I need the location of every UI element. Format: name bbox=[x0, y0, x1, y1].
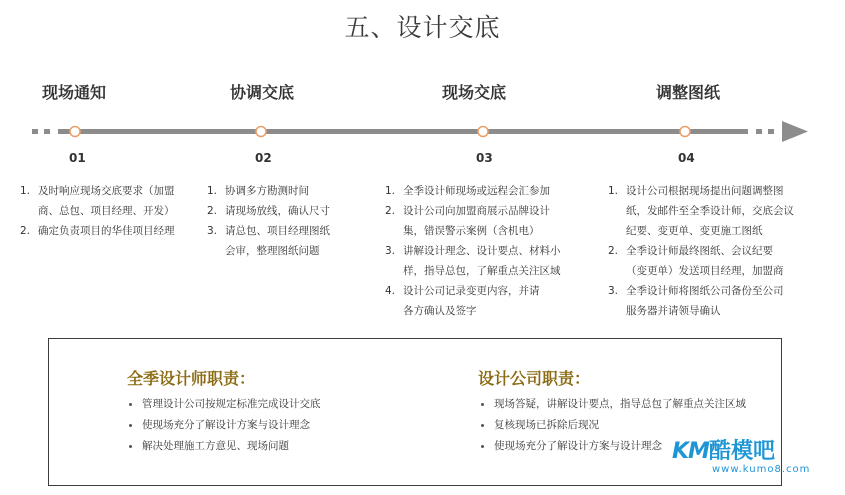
step-item-number: 1. bbox=[385, 185, 396, 197]
step-item-line: 讲解设计理念、设计要点、材料小 bbox=[403, 245, 561, 257]
step-4-title: 调整图纸 bbox=[656, 83, 721, 102]
step-item-number: 1. bbox=[608, 185, 619, 197]
page-title: 五、设计交底 bbox=[344, 13, 501, 42]
logo-km: KM bbox=[672, 439, 709, 464]
timeline-bar bbox=[58, 129, 748, 134]
step-item-number: 3. bbox=[207, 225, 218, 237]
step-item bbox=[606, 181, 794, 241]
duty-item: 使现场充分了解设计方案与设计理念 bbox=[128, 415, 321, 436]
duty-item: 现场答疑，讲解设计要点，指导总包了解重点关注区域 bbox=[480, 394, 746, 415]
step-3-list bbox=[383, 181, 561, 321]
step-item-line: （变更单）发送项目经理，加盟商 bbox=[626, 265, 784, 277]
timeline-node-4 bbox=[680, 127, 690, 137]
step-item bbox=[205, 181, 330, 201]
step-item bbox=[18, 221, 175, 241]
step-item-number: 3. bbox=[385, 245, 396, 257]
step-item-line: 会审，整理图纸问题 bbox=[225, 245, 320, 257]
step-item-line: 设计公司向加盟商展示品牌设计 bbox=[403, 205, 550, 217]
step-item-line: 全季设计师现场或远程会汇参加 bbox=[403, 185, 550, 197]
step-item-number: 3. bbox=[608, 285, 619, 297]
step-4-list bbox=[606, 181, 794, 321]
step-item-number: 2. bbox=[385, 205, 396, 217]
step-item-line: 及时响应现场交底要求（加盟 bbox=[38, 185, 175, 197]
step-item-number: 1. bbox=[207, 185, 218, 197]
step-item-line: 服务器并请领导确认 bbox=[626, 305, 721, 317]
step-4-number: 04 bbox=[678, 151, 695, 165]
step-item bbox=[383, 241, 561, 281]
step-item bbox=[205, 221, 330, 261]
duty-item: 复核现场已拆除后现况 bbox=[480, 415, 746, 436]
designer-duty-list bbox=[128, 394, 321, 457]
step-2-title: 协调交底 bbox=[230, 83, 295, 102]
timeline-node-1 bbox=[70, 127, 80, 137]
timeline-dash-left-1 bbox=[32, 129, 38, 134]
step-1-list bbox=[18, 181, 175, 241]
step-1-number: 01 bbox=[69, 151, 86, 165]
step-item bbox=[383, 281, 561, 321]
timeline-node-2 bbox=[256, 127, 266, 137]
duty-item: 使现场充分了解设计方案与设计理念 bbox=[480, 436, 746, 457]
step-item bbox=[18, 181, 175, 221]
timeline-dash-left-2 bbox=[44, 129, 50, 134]
timeline-dash-right-2 bbox=[768, 129, 774, 134]
step-2-list bbox=[205, 181, 330, 261]
step-item-line: 商、总包、项目经理、开发） bbox=[38, 205, 175, 217]
step-item-line: 各方确认及签字 bbox=[403, 305, 477, 317]
step-item-number: 2. bbox=[207, 205, 218, 217]
step-item-number: 4. bbox=[385, 285, 396, 297]
step-3-number: 03 bbox=[476, 151, 493, 165]
step-item-line: 确定负责项目的华佳项目经理 bbox=[38, 225, 175, 237]
logo-name: 酷模吧 bbox=[708, 439, 775, 464]
timeline-dash-right-1 bbox=[756, 129, 762, 134]
timeline-arrow-head bbox=[782, 121, 808, 142]
logo-url: www.kumo8.com bbox=[712, 464, 811, 475]
duty-item: 管理设计公司按规定标准完成设计交底 bbox=[128, 394, 321, 415]
step-item-number: 2. bbox=[20, 225, 31, 237]
company-duty-title: 设计公司职责： bbox=[478, 369, 591, 388]
watermark-logo bbox=[672, 432, 811, 482]
timeline-node-3 bbox=[478, 127, 488, 137]
step-item-line: 集，错误警示案例（含机电） bbox=[403, 225, 540, 237]
step-item-line: 请总包、项目经理图纸 bbox=[225, 225, 330, 237]
step-2-number: 02 bbox=[255, 151, 272, 165]
designer-duty-title: 全季设计师职责： bbox=[127, 369, 256, 388]
step-item-line: 全季设计师最终图纸、会议纪要 bbox=[626, 245, 773, 257]
step-item bbox=[383, 201, 561, 241]
step-item-line: 设计公司记录变更内容，并请 bbox=[403, 285, 540, 297]
step-item bbox=[205, 201, 330, 221]
step-item bbox=[383, 181, 561, 201]
step-item-number: 1. bbox=[20, 185, 31, 197]
step-1-title: 现场通知 bbox=[42, 83, 107, 102]
step-item-line: 全季设计师将图纸公司备份至公司 bbox=[626, 285, 784, 297]
step-item-line: 纸，发邮件至全季设计师，交底会议 bbox=[626, 205, 794, 217]
step-item-line: 样，指导总包，了解重点关注区域 bbox=[403, 265, 561, 277]
duty-item: 解决处理施工方意见、现场问题 bbox=[128, 436, 321, 457]
logo-text bbox=[672, 434, 775, 465]
step-item bbox=[606, 241, 794, 281]
step-item-line: 设计公司根据现场提出问题调整图 bbox=[626, 185, 784, 197]
step-item bbox=[606, 281, 794, 321]
step-3-title: 现场交底 bbox=[442, 83, 507, 102]
step-item-line: 请现场放线，确认尺寸 bbox=[225, 205, 330, 217]
step-item-line: 协调多方勘测时间 bbox=[225, 185, 309, 197]
step-item-line: 纪要、变更单、变更施工图纸 bbox=[626, 225, 763, 237]
step-item-number: 2. bbox=[608, 245, 619, 257]
